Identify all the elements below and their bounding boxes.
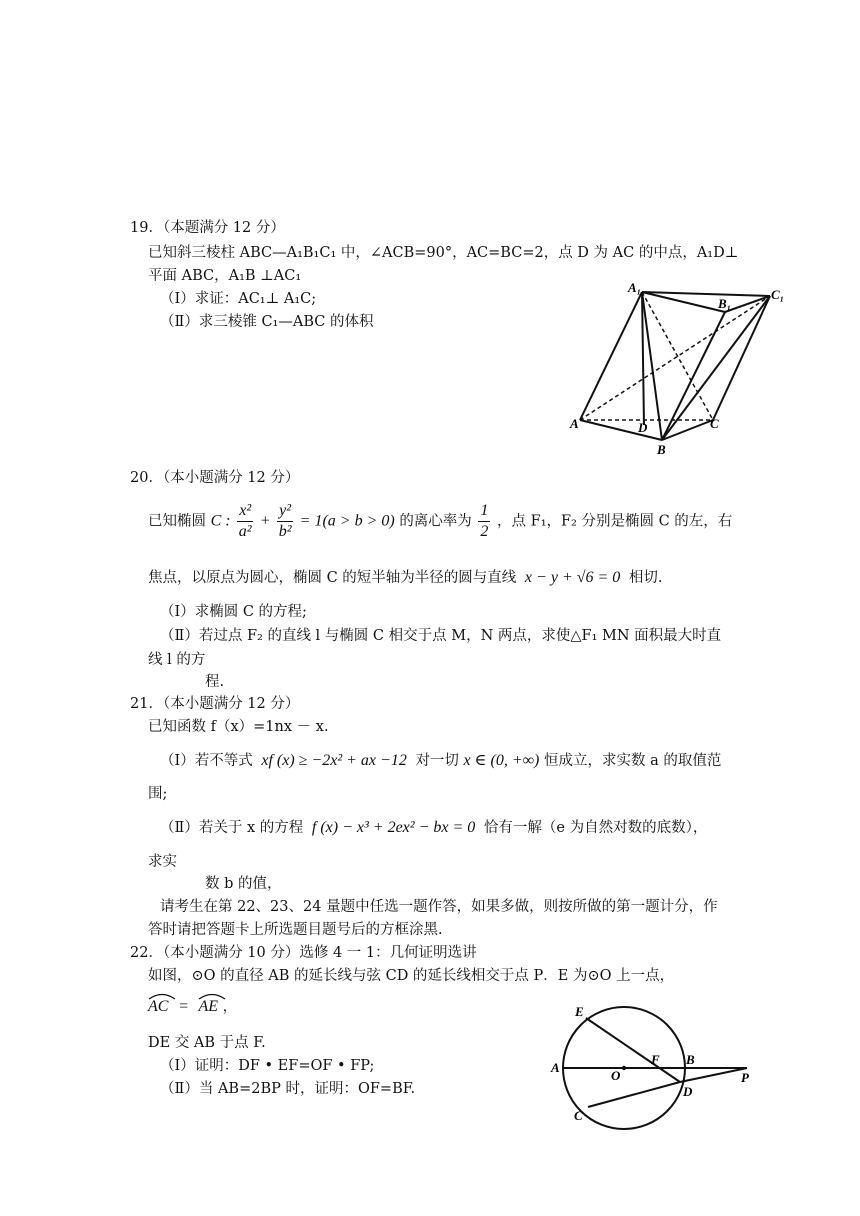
ellipse-lhs: C :	[210, 512, 231, 530]
ellipse-frac-y-num: y²	[277, 501, 293, 522]
q20-line2-post: 相切.	[628, 570, 663, 586]
q20-part2-cont: 线 l 的方	[148, 652, 206, 668]
arc-ae-text: AE	[198, 998, 219, 1015]
q21-part2-cont: 求实	[148, 854, 177, 870]
label-B: B	[657, 442, 666, 457]
q19-line1: 已知斜三棱柱 ABC—A₁B₁C₁ 中，∠ACB=90°，AC=BC=2，点 D 为 AC 的中点，A₁D⊥	[148, 245, 739, 261]
q20-part2: （Ⅱ）若过点 F₂ 的直线 l 与椭圆 C 相交于点 M，N 两点，求使△F₁ MN 面积最大时直	[160, 628, 722, 644]
q19-part1: （I）求证：AC₁⊥ A₁C;	[160, 291, 317, 307]
label-C1: C₁	[771, 287, 785, 302]
label-F: F	[651, 1052, 660, 1067]
label-C: C	[710, 416, 719, 431]
equation-eq: f (x) − x³ + 2ex² − bx = 0	[311, 819, 476, 836]
ellipse-frac-x-den: a²	[238, 523, 252, 540]
q21-part2-end: 数 b 的值，	[205, 876, 282, 892]
arc-ae-mark	[198, 992, 226, 1000]
label-E: E	[575, 1004, 584, 1019]
eccentricity-den: 2	[480, 523, 489, 540]
q19-header: 19．（本题满分 12 分）	[130, 220, 285, 236]
label-A-circle: A	[551, 1060, 560, 1075]
q19-part2: （Ⅱ）求三棱锥 C₁—ABC 的体积	[160, 314, 374, 330]
q22-line3: DE 交 AB 于点 F.	[148, 1035, 266, 1051]
q19-line2: 平面 ABC，A₁B ⊥AC₁	[148, 268, 302, 284]
domain-set: x ∈ (0, +∞)	[463, 752, 540, 769]
arc-ac	[148, 996, 168, 1018]
label-D-circle: D	[683, 1084, 693, 1099]
q20-header: 20．（本小题满分 12 分）	[130, 470, 300, 486]
q20-line2	[148, 567, 663, 589]
q20-line1-post: ，点 F₁，F₂ 分别是椭圆 C 的左，右	[497, 513, 733, 530]
label-A: A	[570, 416, 579, 431]
q21-part2	[160, 817, 707, 839]
q22-part2: （Ⅱ）当 AB=2BP 时，证明：OF=BF.	[160, 1081, 416, 1097]
arc-ae	[198, 996, 218, 1018]
q21-header: 21．（本小题满分 12 分）	[130, 696, 300, 712]
ellipse-frac-x-num: x²	[237, 501, 253, 522]
label-B1: B₁	[718, 296, 732, 311]
q20-part1: （I）求椭圆 C 的方程;	[160, 604, 307, 620]
q20-line1	[148, 501, 732, 542]
label-O: O	[611, 1068, 621, 1083]
q21-part2-pre: （Ⅱ）若关于 x 的方程	[160, 820, 304, 836]
eccentricity-frac	[478, 501, 490, 542]
inequality-eq: xf (x) ≥ −2x² + ax −12	[261, 752, 407, 769]
q22-part1: （I）证明：DF • EF=OF • FP;	[160, 1058, 375, 1074]
q21-part2-post: 恰有一解（e 为自然对数的底数），	[483, 820, 708, 836]
eccentricity-num: 1	[478, 501, 490, 522]
q21-part1	[160, 750, 721, 772]
tangent-line-eq: x − y + √6 = 0	[524, 569, 621, 586]
ellipse-frac-x	[237, 501, 253, 542]
ellipse-frac-y-den: b²	[278, 523, 292, 540]
label-D: D	[638, 420, 648, 435]
arc-ac-text: AC	[148, 998, 169, 1015]
circle-figure	[545, 1000, 760, 1130]
q21-line1: 已知函数 f（x）=1nx － x.	[148, 719, 329, 735]
prism-figure	[560, 280, 800, 465]
ellipse-plus: +	[259, 512, 271, 530]
label-P: P	[741, 1070, 749, 1085]
q20-line1-mid: 的离心率为	[399, 513, 472, 530]
instruction-note-1: 请考生在第 22、23、24 量题中任选一题作答，如果多做，则按所做的第一题计分，作	[160, 899, 718, 915]
label-B-circle: B	[686, 1052, 695, 1067]
arc-equality	[148, 996, 237, 1018]
center-point	[622, 1066, 626, 1070]
ellipse-frac-y	[277, 501, 293, 542]
q20-part2-end: 程.	[205, 674, 225, 690]
q21-part1-post: 恒成立，求实数 a 的取值范	[543, 753, 722, 769]
arc-tail: ，	[222, 999, 238, 1015]
label-C-circle: C	[574, 1108, 583, 1123]
q21-part1-cont: 围;	[148, 786, 168, 802]
ellipse-rhs: = 1(a > b > 0)	[299, 512, 395, 530]
arc-eq-sign: =	[178, 998, 189, 1015]
q22-header: 22．（本小题满分 10 分）选修 4 一 1：几何证明选讲	[130, 945, 477, 961]
instruction-note-2: 答时请把答题卡上所选题目题号后的方框涂黑.	[148, 922, 443, 938]
q20-line2-pre: 焦点，以原点为圆心，椭圆 C 的短半轴为半径的圆与直线	[148, 570, 517, 586]
q21-part1-pre: （I）若不等式	[160, 753, 253, 769]
q21-part1-mid: 对一切	[415, 753, 459, 769]
q20-line1-pre: 已知椭圆	[148, 513, 206, 530]
q22-line1: 如图，⊙O 的直径 AB 的延长线与弦 CD 的延长线相交于点 P．E 为⊙O 上一点，	[148, 968, 675, 984]
arc-ac-mark	[148, 992, 176, 1000]
label-A1: A₁	[628, 280, 642, 295]
